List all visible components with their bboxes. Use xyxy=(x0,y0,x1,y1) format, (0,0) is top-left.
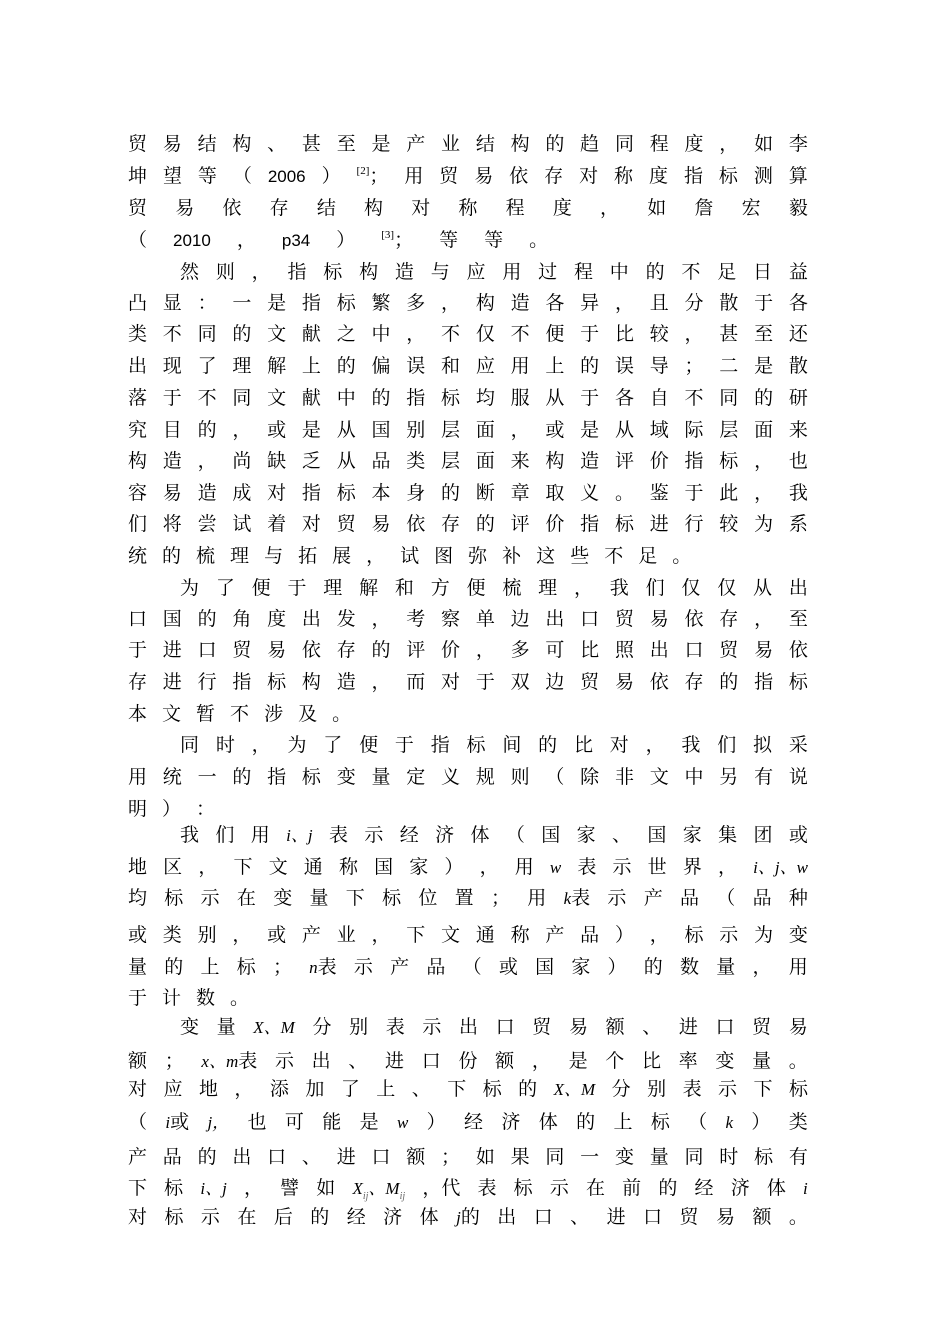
text-line: 出 现 了 理 解 上 的 偏 误 和 应 用 上 的 误 导 ； 二 是 散 xyxy=(128,355,808,377)
text-line: 额 ； x、m表 示 出 、 进 口 份 额 ， 是 个 比 率 变 量 。 xyxy=(128,1050,808,1072)
text-line: 用 统 一 的 指 标 变 量 定 义 规 则 （ 除 非 文 中 另 有 说 xyxy=(128,766,808,788)
text-line: 类 不 同 的 文 献 之 中 ， 不 仅 不 便 于 比 较 ， 甚 至 还 xyxy=(128,323,808,345)
text-line: 变 量 X、M 分 别 表 示 出 口 贸 易 额 、 进 口 贸 易 xyxy=(180,1016,808,1038)
text-line: 于 计 数 。 xyxy=(128,987,250,1009)
text-line: （ i或 j， 也 可 能 是 w ） 经 济 体 的 上 标 （ k ） 类 xyxy=(128,1111,808,1133)
text-line: 同 时 ， 为 了 便 于 指 标 间 的 比 对 ， 我 们 拟 采 xyxy=(180,734,808,756)
text-line: 明 ） ： xyxy=(128,798,216,820)
text-line: 对 标 示 在 后 的 经 济 体 j的 出 口 、 进 口 贸 易 额 。 xyxy=(128,1206,808,1228)
text-line: 地 区 ， 下 文 通 称 国 家 ） ， 用 w 表 示 世 界 ， i、j、w xyxy=(128,856,808,878)
text-line: 构 造 ， 尚 缺 乏 从 品 类 层 面 来 构 造 评 价 指 标 ， 也 xyxy=(128,450,808,472)
text-line: 凸 显 ： 一 是 指 标 繁 多 ， 构 造 各 异 ， 且 分 散 于 各 xyxy=(128,292,808,314)
text-line: 下 标 i、j ， 譬 如 Xij、Mij ，代 表 标 示 在 前 的 经 济 体 i xyxy=(128,1177,808,1202)
text-line: 对 应 地 ， 添 加 了 上 、 下 标 的 X、M 分 别 表 示 下 标 xyxy=(128,1078,808,1100)
text-line: （ 2010 ， p34 ） [3]； 等 等 。 xyxy=(128,229,549,251)
text-line: 口 国 的 角 度 出 发 ， 考 察 单 边 出 口 贸 易 依 存 ， 至 xyxy=(128,608,808,630)
text-line: 坤 望 等 （ 2006 ） [2]； 用 贸 易 依 存 对 称 度 指 标 测 算 xyxy=(128,165,808,187)
text-line: 均 标 示 在 变 量 下 标 位 置 ； 用 k表 示 产 品 （ 品 种 xyxy=(128,887,808,909)
text-line: 容 易 造 成 对 指 标 本 身 的 断 章 取 义 。 鉴 于 此 ， 我 xyxy=(128,482,808,504)
text-line: 统 的 梳 理 与 拓 展 ， 试 图 弥 补 这 些 不 足 。 xyxy=(128,545,692,567)
text-line: 们 将 尝 试 着 对 贸 易 依 存 的 评 价 指 标 进 行 较 为 系 xyxy=(128,513,808,535)
text-line: 为 了 便 于 理 解 和 方 便 梳 理 ， 我 们 仅 仅 从 出 xyxy=(180,577,808,599)
text-line: 落 于 不 同 文 献 中 的 指 标 均 服 从 于 各 自 不 同 的 研 xyxy=(128,387,808,409)
text-line: 我 们 用 i、j 表 示 经 济 体 （ 国 家 、 国 家 集 团 或 xyxy=(180,824,808,846)
text-line: 贸 易 依 存 结 构 对 称 程 度 ， 如 詹 宏 毅 xyxy=(128,197,808,219)
text-line: 于 进 口 贸 易 依 存 的 评 价 ， 多 可 比 照 出 口 贸 易 依 xyxy=(128,639,808,661)
text-line: 究 目 的 ， 或 是 从 国 别 层 面 ， 或 是 从 域 际 层 面 来 xyxy=(128,419,808,441)
text-line: 本 文 暂 不 涉 及 。 xyxy=(128,703,352,725)
text-line: 产 品 的 出 口 、 进 口 额 ； 如 果 同 一 变 量 同 时 标 有 xyxy=(128,1146,808,1168)
text-line: 贸 易 结 构 、 甚 至 是 产 业 结 构 的 趋 同 程 度 ， 如 李 xyxy=(128,133,808,155)
text-line: 存 进 行 指 标 构 造 ， 而 对 于 双 边 贸 易 依 存 的 指 标 xyxy=(128,671,808,693)
text-line: 或 类 别 ， 或 产 业 ， 下 文 通 称 产 品 ） ， 标 示 为 变 xyxy=(128,924,808,946)
text-line: 然 则 ， 指 标 构 造 与 应 用 过 程 中 的 不 足 日 益 xyxy=(180,261,808,283)
text-line: 量 的 上 标 ； n表 示 产 品 （ 或 国 家 ） 的 数 量 ， 用 xyxy=(128,956,808,978)
